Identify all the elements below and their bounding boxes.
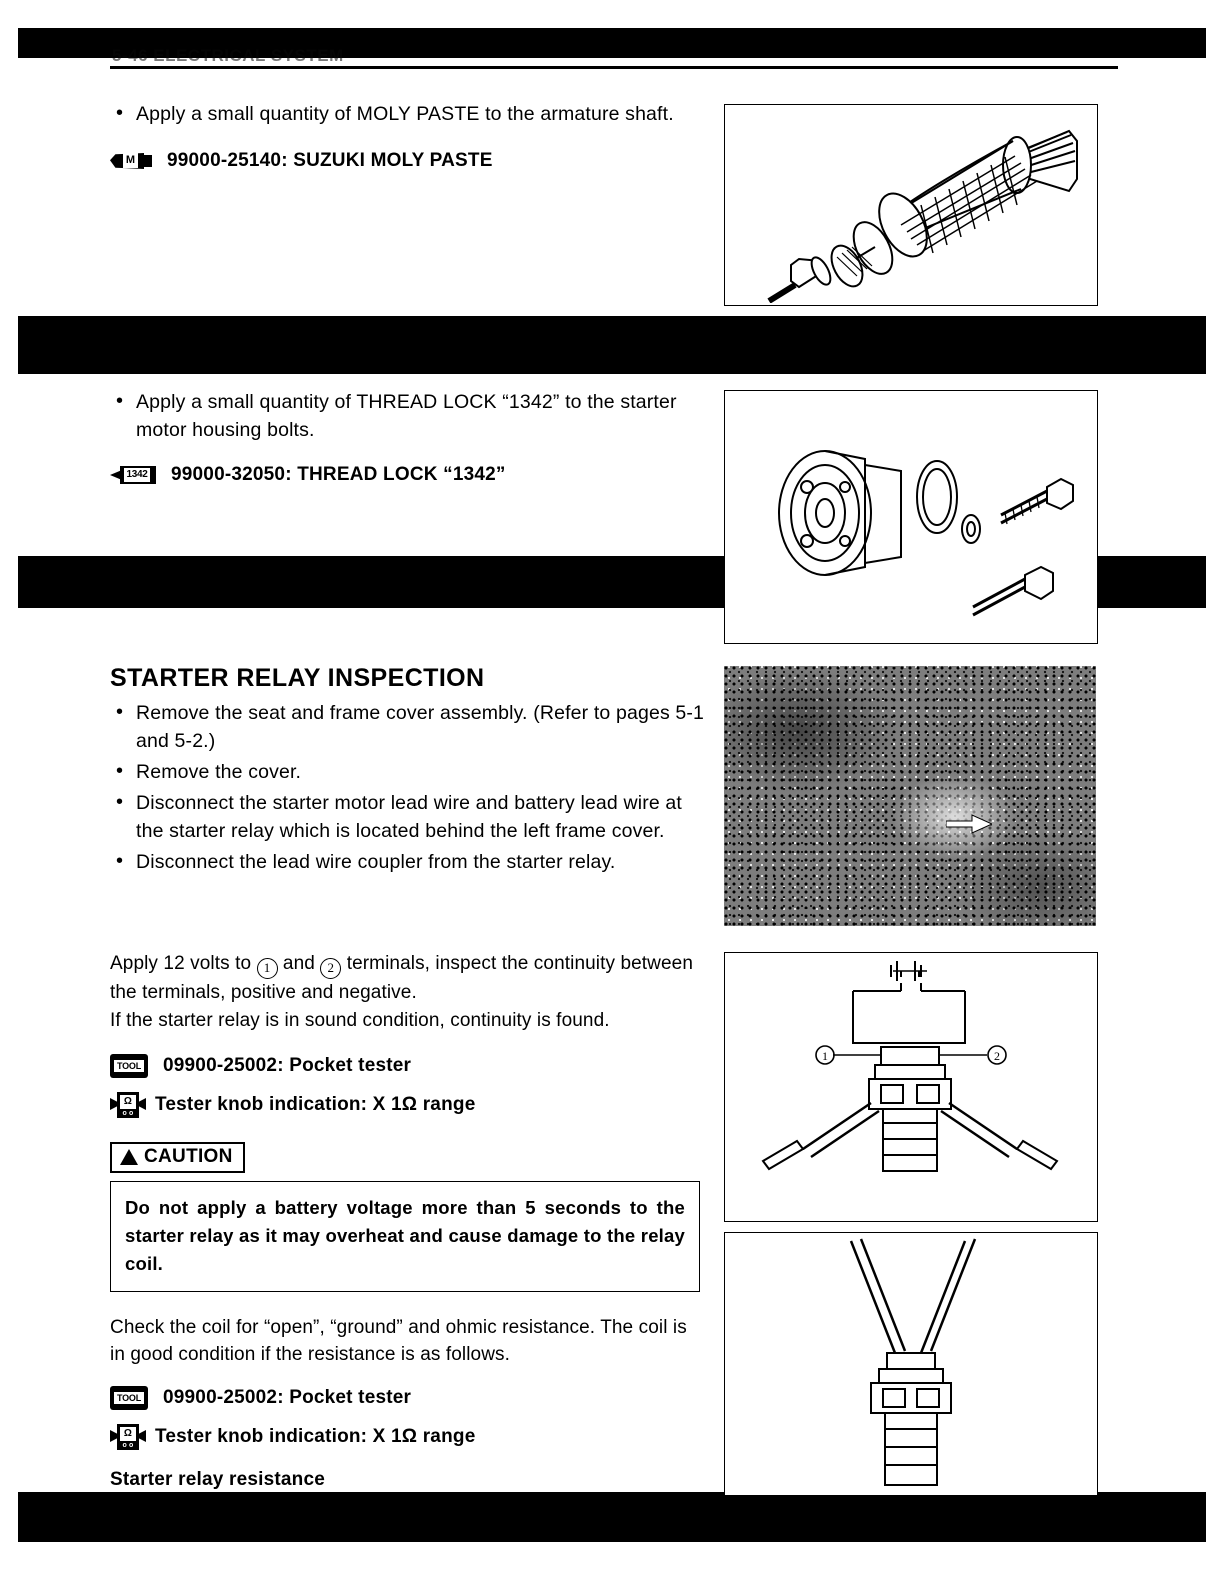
terminal-2-label: 2 (994, 1049, 1000, 1063)
scan-band-middle-1 (18, 316, 1206, 374)
header-rule (110, 66, 1118, 69)
page-header-title: 5-46 ELECTRICAL SYSTEM (112, 46, 344, 65)
pocket-tester-spec-1 (110, 1054, 706, 1078)
continuity-paragraph: If the starter relay is in sound condition, continuity is found. (110, 1010, 610, 1031)
apply-voltage-paragraph (110, 950, 706, 1006)
list-item: • Remove the cover. (110, 758, 710, 786)
tool-icon-label: TOOL (114, 1392, 144, 1404)
moly-icon-letter: M (123, 153, 138, 168)
tester-knob-spec-1 (110, 1090, 706, 1120)
tester-knob-icon: Ω o o (110, 1422, 146, 1452)
thread-lock-spec (110, 464, 710, 486)
moly-paste-section (110, 100, 710, 172)
list-item: • Apply a small quantity of MOLY PASTE to the armature shaft. (110, 100, 710, 128)
relay-battery-test-diagram (724, 952, 1098, 1222)
tester-knob-icon: Ω o o (110, 1090, 146, 1120)
caution-body: Do not apply a battery voltage more than 5 seconds to the starter relay as it may overheat and cause damage to the relay coil. (110, 1181, 700, 1292)
armature-drawing (725, 105, 1095, 303)
thread-lock-spec-text: 99000-32050: THREAD LOCK “1342” (171, 464, 506, 485)
thread-lock-bullets (110, 388, 710, 444)
list-item: • Remove the seat and frame cover assembly. (Refer to pages 5-1 and 5-2.) (110, 699, 710, 755)
pocket-tester-text-1: 09900-25002: Pocket tester (163, 1055, 412, 1076)
moly-paste-spec (110, 150, 710, 172)
knob-icon-symbol: Ω (120, 1095, 136, 1109)
tester-knob-spec-2 (110, 1422, 706, 1452)
warning-triangle-icon (120, 1149, 138, 1165)
relay-test-procedure (110, 950, 706, 1522)
tool-box-icon (110, 1386, 148, 1410)
photo-pointer-arrow (946, 814, 992, 834)
thread-lock-icon-number: 1342 (124, 468, 150, 482)
relay-coil-drawing (725, 1233, 1095, 1493)
starter-relay-inspection-section (110, 664, 710, 879)
starter-relay-location-photo (724, 666, 1096, 926)
housing-bolts-illustration (724, 390, 1098, 644)
relay-coil-test-diagram (724, 1232, 1098, 1496)
armature-shaft-illustration (724, 104, 1098, 306)
thread-lock-section (110, 388, 710, 486)
tester-knob-text-1: Tester knob indication: X 1Ω range (155, 1094, 476, 1115)
bolts-drawing (725, 391, 1095, 641)
caution-tag-label: CAUTION (144, 1146, 233, 1167)
list-item: • Disconnect the starter motor lead wire and battery lead wire at the starter relay which is located behind the left frame cover. (110, 789, 710, 845)
moly-paste-tube-icon (110, 150, 158, 172)
apply-voltage-text-b: and (282, 953, 315, 974)
apply-voltage-text-a: Apply 12 volts to (110, 953, 252, 974)
knob-icon-symbol: Ω (120, 1427, 136, 1441)
terminal-1-marker: 1 (257, 958, 278, 979)
coil-check-paragraph: Check the coil for “open”, “ground” and ohmic resistance. The coil is in good condition if the resistance is as follows. (110, 1317, 687, 1365)
list-item: • Apply a small quantity of THREAD LOCK “1342” to the starter motor housing bolts. (110, 388, 710, 444)
caution-tag (110, 1142, 245, 1173)
resistance-label: Starter relay resistance (110, 1469, 325, 1490)
relay-test-drawing (725, 953, 1095, 1219)
list-item: • Disconnect the lead wire coupler from the starter relay. (110, 848, 710, 876)
resistance-value: Standard: 3–5Ω (110, 1497, 254, 1518)
tool-icon-label: TOOL (114, 1060, 144, 1072)
moly-paste-bullets (110, 100, 710, 128)
tool-box-icon (110, 1054, 148, 1078)
pocket-tester-text-2: 09900-25002: Pocket tester (163, 1387, 412, 1408)
starter-relay-bullets (110, 699, 710, 876)
apply-voltage-text-c: terminals, inspect the continuity between the terminals, positive and negative. (110, 953, 693, 1003)
moly-paste-spec-text: 99000-25140: SUZUKI MOLY PASTE (167, 150, 493, 171)
tester-knob-text-2: Tester knob indication: X 1Ω range (155, 1426, 476, 1447)
pocket-tester-spec-2 (110, 1386, 706, 1410)
terminal-1-label: 1 (822, 1049, 828, 1063)
caution-block (110, 1142, 706, 1292)
section-title: STARTER RELAY INSPECTION (110, 664, 485, 692)
terminal-2-marker: 2 (320, 958, 341, 979)
thread-lock-bottle-icon (110, 464, 162, 486)
photo-halftone (724, 666, 1096, 926)
